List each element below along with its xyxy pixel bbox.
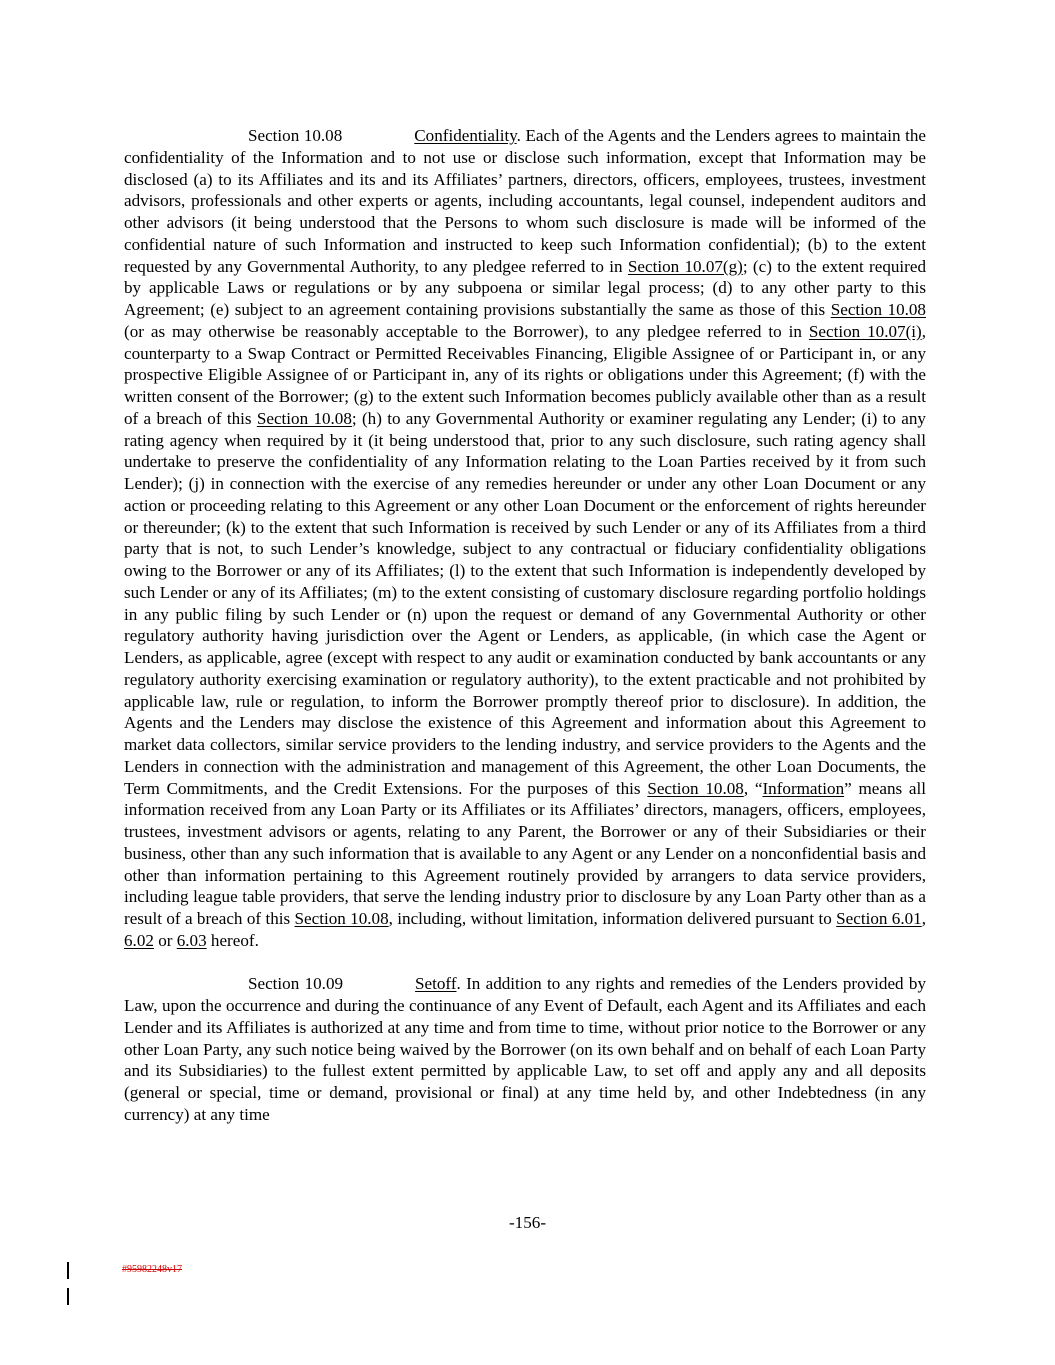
cross-reference-link: Section 10.08 [647,778,744,798]
document-body [124,125,926,1126]
revision-bar [67,1262,69,1279]
cross-reference-link: Section 10.08 [294,909,389,928]
text-run: . Each of the Agents and the Lenders agrees to maintain the confidentiality of the Information and to not use or disclose such information, except that Information may be disclosed (a) to its Affiliates and its and its Affiliates’ partners, directors, officers, employees, trustees, investment advisors, professionals and other experts or agents, including accountants, legal counsel, independent auditors and other advisors (it being understood that the Persons to whom such disclosure is made will be informed of the confidential nature of such Information and instructed to keep such Information confidential); (b) to the extent requested by any Governmental Authority, to any pledgee referred to in [124,126,926,276]
cross-reference-link: Section 10.07(i) [808,321,922,341]
text-run: ; (h) to any Governmental Authority or examiner regulating any Lender; (i) to any rating agency when required by it (it being understood that, prior to any such disclosure, such rating agency shall undertake to preserve the confidentiality of any Information relating to the Loan Parties received by it from such Lender); (j) in connection with the exercise of any remedies hereunder or under any other Loan Document or any action or proceeding relating to this Agreement or any other Loan Document or the enforcement of rights hereunder or thereunder; (k) to the extent that such Information is received by such Lender or any of its Affiliates from a third party that is not, to such Lender’s knowledge, subject to any contractual or fiduciary confidentiality obligations owing to the Borrower or any of its Affiliates; (l) to the extent that such Information is independently developed by such Lender or any of its Affiliates; (m) to the extent consisting of customary disclosure regarding portfolio holdings in any public filing by such Lender or (n) upon the request or demand of any Governmental Authority or other regulatory authority having jurisdiction over the Agent or Lenders, as applicable, (in which case the Agent or Lenders, as applicable, agree (except with respect to any audit or examination conducted by bank accountants or any regulatory authority exercising examination or regulatory authority), to the extent practicable and not prohibited by applicable law, rule or regulation, to inform the Borrower promptly thereof prior to disclosure). In addition, the Agents and the Lenders may disclose the existence of this Agreement and information about this Agreement to market data collectors, similar service providers to the lending industry, and service providers to the Agents and the Lenders in connection with the administration and management of this Agreement, the other Loan Documents, the Term Commitments, and the Credit Extensions. For the purposes of this [124,408,926,798]
text-run: (or as may otherwise be reasonably acceptable to the Borrower), to any pledgee referred to in [124,321,809,341]
section-10-09-heading: Section 10.09 [248,974,344,994]
section-10-08-title: Confidentiality [414,126,517,145]
cross-reference-link: Section 10.07(g) [627,256,743,276]
cross-reference-link: 6.03 [176,930,207,950]
text-run: , including, without limitation, information delivered pursuant to [388,909,837,928]
text-run: hereof. [206,930,259,950]
text-run: , “ [743,778,763,798]
cross-reference-link: Section 6.01 [836,909,922,928]
text-run: or [153,930,177,950]
text-run: , [921,909,926,928]
document-id: #95982248v17 [122,1264,182,1275]
text-run: ” means all information received from any Loan Party or its Affiliates or its Affiliates’ directors, managers, officers, employees, trustees, investment advisors or agents, relating to any Parent, the Borrower or any of their Subsidiaries or their business, other than any such information that is available to any Agent or any Lender on a nonconfidential basis and other than information pertaining to this Agreement routinely provided by arrangers to data service providers, including league table providers, that serve the lending industry prior to disclosure by any Loan Party other than as a result of a breach of this [124,778,926,928]
defined-term: Information [762,778,845,798]
section-10-08-paragraph [124,125,926,952]
text-run: . In addition to any rights and remedies of the Lenders provided by Law, upon the occurrence and during the continuance of any Event of Default, each Agent and its Affiliates and each Lender and its Affiliates is authorized at any time and from time to time, without prior notice to the Borrower or any other Loan Party, any such notice being waived by the Borrower (on its own behalf and on behalf of each Loan Party and its Subsidiaries) to the fullest extent permitted by applicable Law, to set off and apply any and all deposits (general or special, time or demand, provisional or final) at any time held by, and other Indebtedness (in any currency) at any time [124,974,926,1124]
text-run: , counterparty to a Swap Contract or Permitted Receivables Financing, Eligible Assignee of or Participant in, or any prospective Eligible Assignee of or Participant in, any of its rights or obligations under this Agreement; (f) with the written consent of the Borrower; (g) to the extent such Information becomes publicly available other than as a result of a breach of this [124,321,926,428]
section-10-09-title: Setoff [415,974,457,994]
cross-reference-link: Section 10.08 [256,408,352,428]
section-10-08-heading: Section 10.08 [248,126,343,145]
section-10-09-paragraph [124,973,926,1125]
cross-reference-link: Section 10.08 [830,300,926,319]
cross-reference-link: 6.02 [124,930,154,950]
page-number: -156- [508,1213,547,1232]
revision-bar [67,1288,69,1305]
text-run: ; (c) to the extent required by applicable Laws or regulations or by any subpoena or similar legal process; (d) to any other party to this Agreement; (e) subject to an agreement containing provisions substantially the same as those of this [124,256,927,319]
